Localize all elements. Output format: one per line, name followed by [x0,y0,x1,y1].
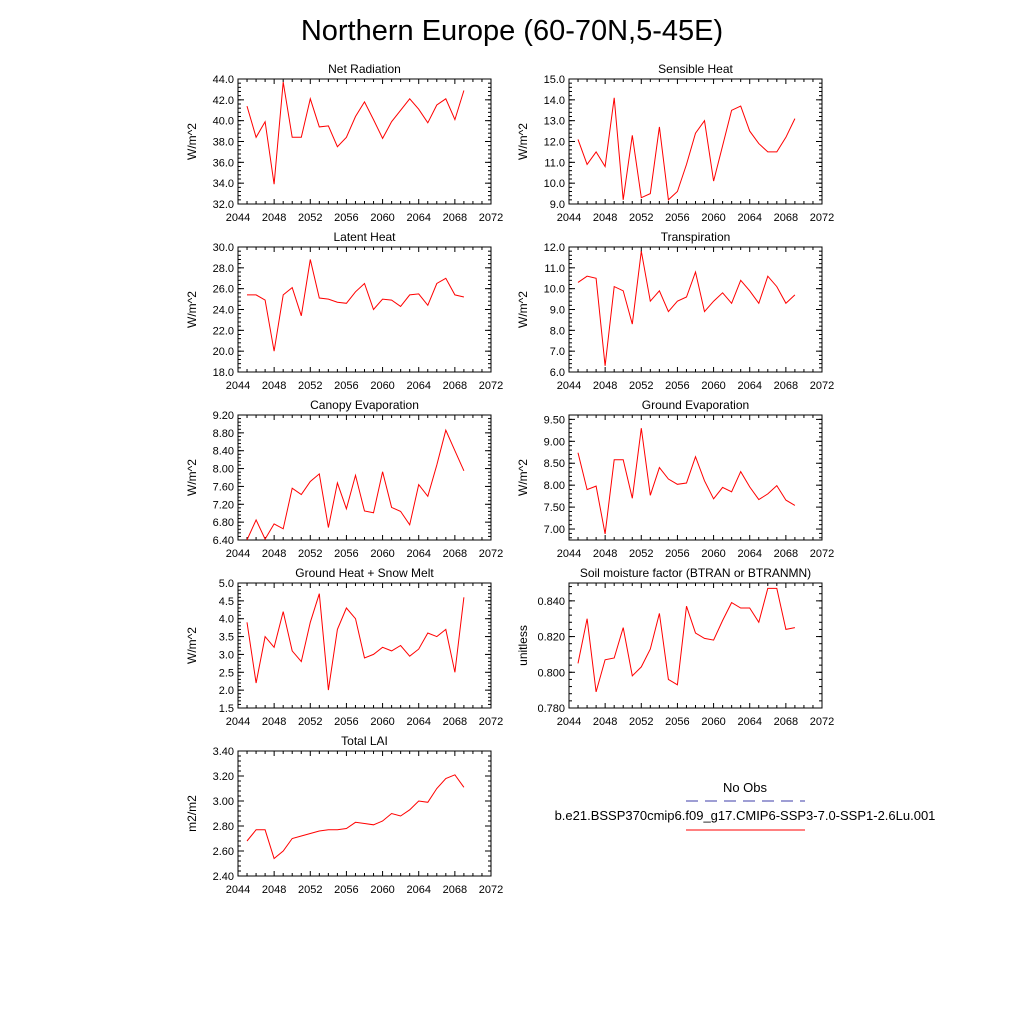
y-tick-label: 9.00 [543,436,565,449]
y-axis-label: W/m^2 [185,627,199,664]
x-tick-label: 2056 [665,380,690,392]
series-line [578,251,795,366]
x-tick-label: 2056 [665,548,690,560]
y-tick-label: 8.80 [212,427,234,440]
y-tick-label: 7.50 [543,502,565,515]
panel-title: Ground Heat + Snow Melt [295,566,434,580]
x-tick-label: 2064 [737,548,762,560]
panel-4 [516,230,834,392]
x-tick-label: 2052 [298,716,323,728]
y-tick-label: 8.40 [212,445,234,458]
y-tick-label: 3.00 [212,796,234,808]
panel-title: Canopy Evaporation [310,398,419,412]
x-tick-label: 2072 [809,380,835,392]
y-tick-label: 9.0 [549,199,565,211]
y-tick-label: 8.0 [549,325,565,338]
y-tick-label: 4.5 [218,595,234,608]
panel-2 [516,62,834,224]
x-tick-label: 2064 [406,380,431,392]
x-tick-label: 2068 [773,716,799,728]
y-tick-label: 2.5 [218,667,234,680]
series-line [578,428,795,534]
panel-9 [185,734,503,896]
x-tick-label: 2072 [478,548,504,560]
x-tick-label: 2052 [629,212,654,224]
x-tick-label: 2060 [370,380,395,392]
y-tick-label: 38.0 [212,136,234,149]
panel-7 [185,566,503,728]
x-tick-label: 2048 [261,380,287,392]
y-tick-label: 7.20 [212,499,234,512]
y-tick-label: 36.0 [212,157,234,170]
x-tick-label: 2072 [809,548,835,560]
y-axis-label: W/m^2 [516,291,530,328]
x-tick-label: 2052 [298,884,323,896]
y-tick-label: 40.0 [212,115,234,128]
x-tick-label: 2044 [556,548,582,560]
panel-3 [185,230,503,392]
x-tick-label: 2064 [406,716,431,728]
x-tick-label: 2052 [298,212,323,224]
y-tick-label: 6.0 [549,367,565,379]
y-tick-label: 22.0 [212,325,234,338]
panel-title: Transpiration [660,230,731,244]
x-tick-label: 2060 [701,716,726,728]
y-tick-label: 8.00 [212,463,234,476]
x-tick-label: 2052 [629,380,654,392]
legend-case-label: b.e21.BSSP370cmip6.f09_g17.CMIP6-SSP3-7.0-SSP1-2.6Lu.001 [554,808,936,823]
x-tick-label: 2064 [406,548,431,560]
x-tick-label: 2072 [478,212,504,224]
x-tick-label: 2048 [261,548,287,560]
y-tick-label: 6.40 [212,535,234,547]
y-tick-label: 26.0 [212,283,234,296]
x-tick-label: 2060 [701,548,726,560]
x-tick-label: 2064 [406,884,431,896]
x-tick-label: 2064 [737,212,762,224]
y-axis-label: W/m^2 [516,123,530,160]
x-tick-label: 2068 [442,716,468,728]
y-tick-label: 3.5 [218,631,234,644]
x-tick-label: 2056 [334,212,359,224]
panel-title: Ground Evaporation [641,398,750,412]
x-tick-label: 2044 [556,716,582,728]
y-tick-label: 5.0 [218,578,234,590]
x-tick-label: 2044 [556,212,582,224]
series-line [578,98,795,200]
y-tick-label: 2.40 [212,871,234,883]
x-tick-label: 2068 [442,548,468,560]
x-tick-label: 2060 [370,716,395,728]
x-tick-label: 2056 [665,212,690,224]
legend [555,780,936,830]
panel-title: Soil moisture factor (BTRAN or BTRANMN) [579,566,812,580]
x-tick-label: 2056 [334,716,359,728]
x-tick-label: 2060 [701,380,726,392]
y-tick-label: 7.0 [549,346,565,359]
y-tick-label: 9.0 [549,304,565,317]
x-tick-label: 2060 [370,884,395,896]
x-tick-label: 2072 [478,380,504,392]
series-line [247,260,464,352]
plot-frame [569,583,822,708]
y-tick-label: 20.0 [212,346,234,359]
x-tick-label: 2068 [442,884,468,896]
y-tick-label: 13.0 [543,115,565,128]
y-tick-label: 14.0 [543,94,565,107]
x-tick-label: 2068 [442,380,468,392]
x-tick-label: 2072 [478,884,504,896]
y-tick-label: 7.00 [543,524,565,537]
y-tick-label: 0.800 [537,667,565,680]
x-tick-label: 2044 [225,884,251,896]
y-tick-label: 2.0 [218,685,234,698]
panel-6 [516,398,834,560]
x-tick-label: 2068 [442,212,468,224]
x-tick-label: 2068 [773,380,799,392]
x-tick-label: 2044 [225,212,251,224]
x-tick-label: 2048 [592,548,618,560]
y-axis-label: W/m^2 [185,291,199,328]
x-tick-label: 2072 [809,212,835,224]
x-tick-label: 2056 [334,548,359,560]
plot-frame [569,79,822,204]
x-tick-label: 2060 [370,548,395,560]
plot-frame [238,583,491,708]
y-axis-label: unitless [516,625,530,666]
y-tick-label: 1.5 [218,703,234,715]
y-tick-label: 8.00 [543,480,565,493]
y-tick-label: 11.0 [544,157,565,170]
x-tick-label: 2060 [370,212,395,224]
series-line [247,430,464,540]
y-tick-label: 10.0 [543,283,565,296]
x-tick-label: 2048 [592,380,618,392]
x-tick-label: 2064 [737,380,762,392]
x-tick-label: 2064 [406,212,431,224]
y-tick-label: 24.0 [212,304,234,317]
y-tick-label: 3.20 [212,771,234,783]
x-tick-label: 2068 [773,212,799,224]
x-tick-label: 2044 [225,716,251,728]
y-tick-label: 4.0 [218,613,234,626]
x-tick-label: 2052 [298,548,323,560]
x-tick-label: 2056 [334,884,359,896]
y-tick-label: 12.0 [543,136,565,149]
y-axis-label: W/m^2 [516,459,530,496]
y-tick-label: 6.80 [212,517,234,530]
panel-1 [185,62,503,224]
panel-title: Latent Heat [333,230,396,244]
x-tick-label: 2064 [737,716,762,728]
y-tick-label: 2.80 [212,821,234,833]
y-tick-label: 7.60 [212,481,234,494]
x-tick-label: 2044 [225,548,251,560]
x-tick-label: 2048 [592,212,618,224]
y-tick-label: 10.0 [543,178,565,191]
x-tick-label: 2060 [701,212,726,224]
x-tick-label: 2068 [773,548,799,560]
x-tick-label: 2052 [629,548,654,560]
y-tick-label: 28.0 [212,262,234,275]
y-tick-label: 8.50 [543,458,565,471]
series-line [247,82,464,184]
panel-5 [185,398,503,560]
x-tick-label: 2052 [629,716,654,728]
x-tick-label: 2048 [261,716,287,728]
x-tick-label: 2048 [261,212,287,224]
y-tick-label: 32.0 [212,199,234,211]
y-tick-label: 15.0 [543,74,565,86]
y-tick-label: 3.40 [212,746,234,758]
y-tick-label: 0.820 [537,631,565,644]
y-tick-label: 30.0 [212,242,234,254]
y-tick-label: 9.20 [212,410,234,422]
y-tick-label: 18.0 [212,367,234,379]
y-tick-label: 0.840 [537,595,565,608]
panel-title: Sensible Heat [658,62,733,76]
series-line [247,594,464,690]
page-title: Northern Europe (60-70N,5-45E) [300,15,724,47]
plot-frame [238,79,491,204]
panel-8 [516,566,834,728]
x-tick-label: 2052 [298,380,323,392]
y-tick-label: 3.0 [218,649,234,662]
y-tick-label: 12.0 [543,242,565,254]
x-tick-label: 2072 [809,716,835,728]
panel-title: Net Radiation [328,62,401,76]
panel-title: Total LAI [341,734,388,748]
y-tick-label: 44.0 [212,74,234,86]
series-line [578,588,795,692]
x-tick-label: 2044 [225,380,251,392]
x-tick-label: 2048 [592,716,618,728]
y-tick-label: 2.60 [212,846,234,858]
series-line [247,775,464,859]
x-tick-label: 2072 [478,716,504,728]
y-tick-label: 0.780 [537,703,565,715]
y-axis-label: W/m^2 [185,123,199,160]
plot-frame [238,247,491,372]
y-axis-label: m2/m2 [185,795,199,832]
y-tick-label: 42.0 [212,94,234,107]
x-tick-label: 2056 [665,716,690,728]
legend-obs-label: No Obs [722,780,768,795]
plot-frame [238,415,491,540]
y-axis-label: W/m^2 [185,459,199,496]
y-tick-label: 9.50 [543,414,565,427]
x-tick-label: 2048 [261,884,287,896]
y-tick-label: 34.0 [212,178,234,191]
x-tick-label: 2044 [556,380,582,392]
x-tick-label: 2056 [334,380,359,392]
y-tick-label: 11.0 [544,262,565,275]
